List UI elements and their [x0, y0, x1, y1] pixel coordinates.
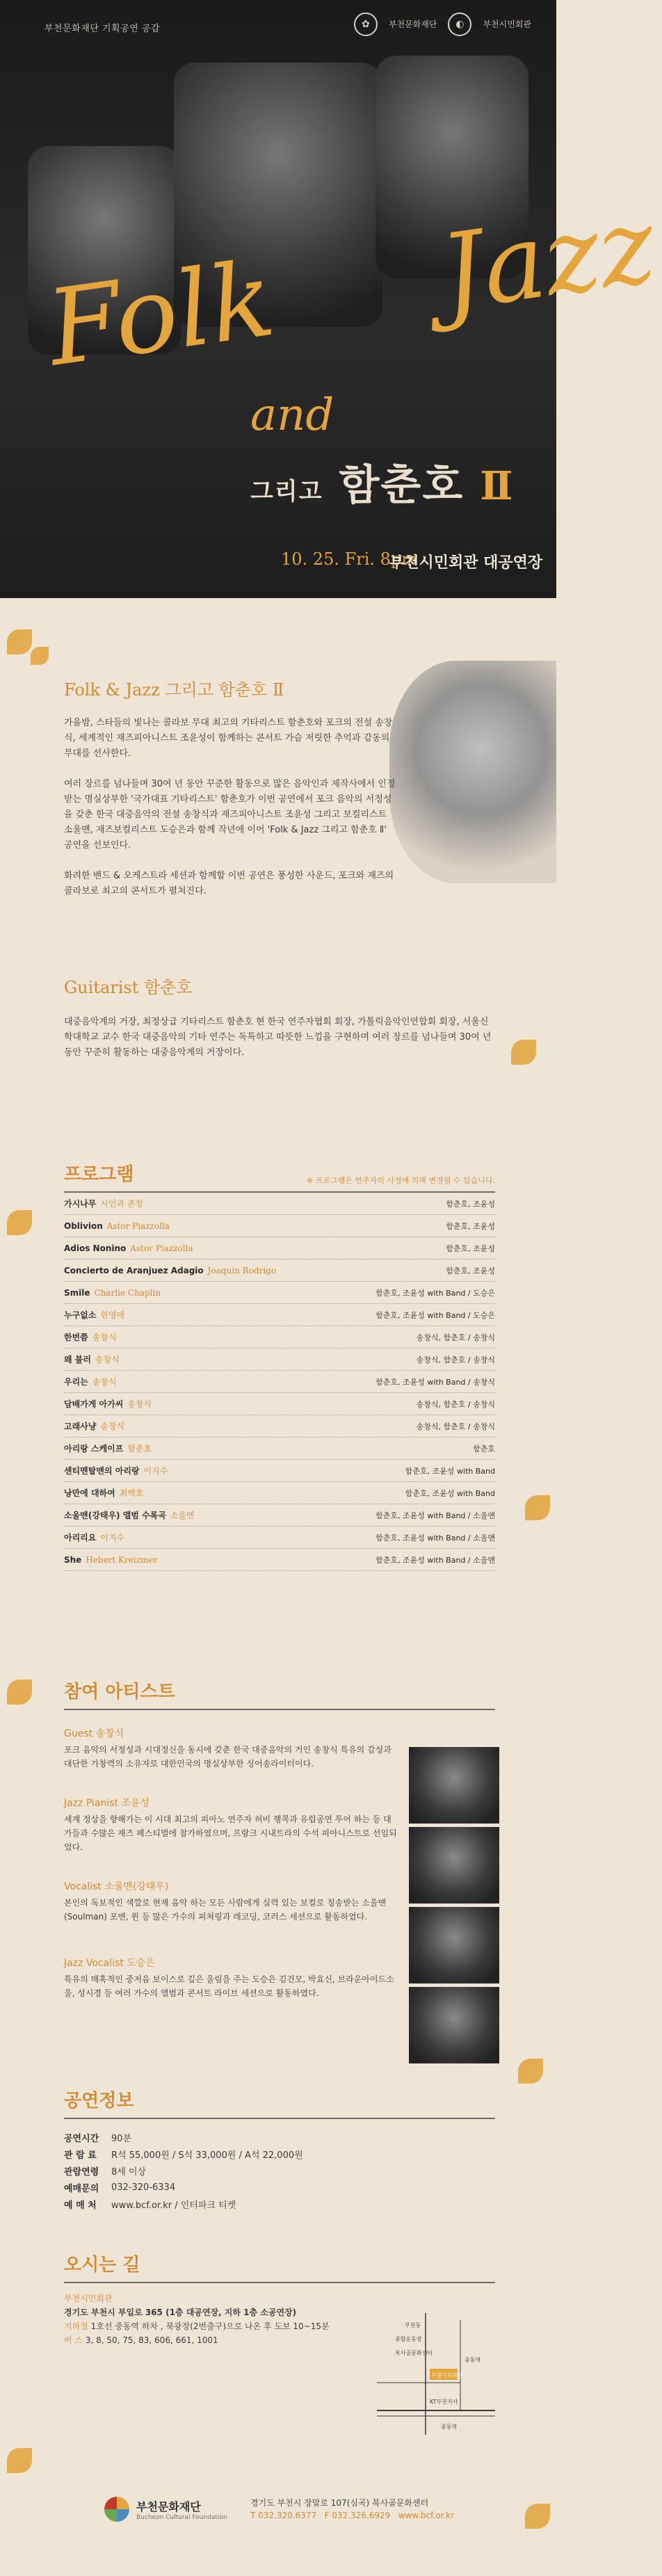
program-row [64, 1438, 495, 1460]
footer-website-link[interactable]: www.bcf.or.kr [398, 2511, 455, 2520]
program-row [64, 1282, 495, 1304]
logo-text-1: 부천문화재단 [388, 19, 437, 29]
artist-item [64, 1956, 398, 2000]
intro-paragraph-2: 여러 장르를 넘나들며 30여 년 동안 꾸준한 활동으로 많은 음악인과 제작사에서 인정받는 명실상부한 '국가대표 기타리스트' 함춘호가 이번 공연에서 포크 음악의 서정성을 갖춘 한국 대중음악의 전설 송창식과 재즈피아니스트 조윤성 그리고 보컬리스트 소울맨, 재즈보컬리스트 도승은과 함께 작년에 이어 'Folk & Jazz 그리고 함춘호 Ⅱ' 공연을 선보인다. [64, 779, 396, 851]
leaf-decoration [518, 2059, 543, 2084]
artist-role: Guest 송창식 [64, 1728, 124, 1739]
program-song [64, 1555, 157, 1565]
song-performer: 함춘호, 조윤성 with Band [405, 1466, 495, 1476]
artist-item [64, 1796, 398, 1854]
foundation-emblem-icon [104, 2497, 129, 2522]
leaf-decoration [7, 2448, 32, 2473]
song-title: 우리는 [64, 1377, 88, 1387]
artist-role: Vocalist 소울맨(강태우) [64, 1881, 169, 1892]
program-row [64, 1237, 495, 1259]
map-label: 복사골문화센터 [395, 2350, 433, 2356]
directions-section [64, 2251, 495, 2430]
song-performer: 송창식, 함춘호 / 송창식 [416, 1422, 495, 1431]
roman-numeral: Ⅱ [480, 463, 515, 509]
program-header [64, 1160, 495, 1193]
info-title: 공연정보 [64, 2086, 495, 2119]
artist-desc: 특유의 매혹적인 중저음 보이스로 깊은 울림을 주는 도승은 김건모, 박효신, 브라운아이드소울, 성시경 등 여러 가수의 앨범과 콘서트 라이브 세션으로 활동하였다. [64, 1974, 394, 1998]
footer-tel: T 032.320.6377 [250, 2511, 317, 2520]
song-composer: 함춘호 [127, 1444, 152, 1454]
info-key: 예 매 처 [64, 2200, 97, 2211]
song-composer: 송창식 [127, 1399, 152, 1409]
title-jazz: Jazz [433, 184, 662, 335]
artist-photo [409, 1827, 499, 1903]
song-performer: 함춘호, 조윤성 with Band / 도승은 [376, 1310, 495, 1320]
song-title: Oblivion [64, 1221, 103, 1231]
subway-label: 지하철 [64, 2321, 88, 2331]
artist-photo [409, 1747, 499, 1824]
venue-label: 부천시민회관 [64, 2294, 113, 2303]
program-row [64, 1549, 495, 1571]
map-label: 중동역 [465, 2357, 481, 2363]
song-composer: Astor Piazzolla [130, 1243, 193, 1253]
song-performer: 함춘호, 조윤성 [446, 1199, 495, 1209]
program-song [64, 1309, 124, 1321]
song-composer: Astor Piazzolla [106, 1221, 170, 1231]
bus-label: 버 스 [64, 2335, 83, 2345]
program-row [64, 1527, 495, 1549]
program-song [64, 1465, 168, 1476]
program-song [64, 1353, 120, 1365]
info-value: R석 55,000원 / S석 33,000원 / A석 22,000원 [111, 2150, 303, 2161]
song-title: Smile [64, 1287, 90, 1298]
song-composer: 송창식 [92, 1377, 117, 1387]
program-row [64, 1193, 495, 1215]
song-performer: 함춘호 [473, 1444, 495, 1454]
song-performer: 함춘호, 조윤성 [446, 1221, 495, 1231]
song-composer: 이지수 [143, 1466, 168, 1476]
leaf-decoration [7, 629, 32, 654]
artist-role: Jazz Vocalist 도승은 [64, 1958, 155, 1969]
song-composer: 송창식 [95, 1355, 120, 1365]
song-title: Concierto de Aranjuez Adagio [64, 1265, 204, 1275]
intro-paragraph-3: 화려한 밴드 & 오케스트라 세션과 함께할 이번 공연은 풍성한 사운드, 포크와 재즈의 콜라보로 최고의 콘서트가 펼쳐진다. [64, 871, 394, 896]
top-label: 부천문화재단 기획공연 공감 [45, 24, 160, 34]
song-title: 누구없소 [64, 1310, 97, 1320]
program-row [64, 1460, 495, 1482]
song-composer: 송창식 [92, 1333, 117, 1342]
info-row [64, 2162, 495, 2179]
song-composer: 한영애 [100, 1310, 125, 1320]
info-key: 공연시간 [64, 2133, 99, 2144]
program-song [64, 1243, 193, 1253]
program-row [64, 1504, 495, 1527]
program-row [64, 1371, 495, 1393]
song-composer: Hebert Kreizmer [86, 1554, 158, 1565]
program-row [64, 1326, 495, 1349]
song-title: 센티멘탈맨의 아리랑 [64, 1466, 140, 1476]
event-venue: 부천시민회관 대공연장 [389, 554, 543, 572]
event-date: 10. 25. Fri. 8pm [281, 549, 418, 569]
program-song [64, 1531, 124, 1543]
map-label: 부천시민회관 [431, 2372, 464, 2378]
artist-item [64, 1879, 398, 1924]
program-song [64, 1266, 276, 1275]
song-title: 왜 불러 [64, 1355, 91, 1365]
song-performer: 송창식, 함춘호 / 송창식 [416, 1399, 495, 1409]
program-row [64, 1482, 495, 1504]
leaf-decoration [511, 1040, 536, 1065]
leaf-decoration [525, 1495, 550, 1520]
leaf-decoration [7, 1680, 32, 1705]
song-performer: 함춘호, 조윤성 [446, 1243, 495, 1253]
song-title: 담배가게 아가씨 [64, 1399, 124, 1409]
song-title: 소울맨(강태우) 앨범 수록곡 [64, 1511, 166, 1520]
footer-fax: F 032.326.6929 [324, 2511, 391, 2520]
song-performer: 함춘호, 조윤성 with Band / 소울맨 [376, 1511, 495, 1520]
program-song [64, 1398, 152, 1410]
guitarist-portrait [389, 661, 556, 883]
info-value: 032-320-6334 [111, 2182, 176, 2193]
song-performer: 함춘호, 조윤성 with Band / 송창식 [376, 1377, 495, 1387]
korean-name: 함춘호 [339, 461, 465, 510]
intro-section [64, 676, 398, 915]
program-section [64, 1160, 495, 1571]
song-performer: 함춘호, 조윤성 with Band / 소울맨 [376, 1533, 495, 1543]
map-label: KT부천지사 [430, 2399, 458, 2405]
booking-link[interactable]: www.bcf.or.kr / 인터파크 티켓 [111, 2200, 236, 2211]
song-composer: 시인과 촌장 [100, 1199, 144, 1209]
info-key: 관 람 료 [64, 2150, 97, 2161]
program-row [64, 1259, 495, 1282]
subway-text: 1호선 중동역 하차 , 북광장(2번출구)으로 나온 후 도보 10~15분 [90, 2321, 330, 2331]
song-composer: Charlie Chaplin [94, 1287, 161, 1298]
directions-title: 오시는 길 [64, 2251, 495, 2283]
program-song [64, 1376, 117, 1387]
guitarist-section [64, 974, 495, 1061]
song-title: 가시나무 [64, 1199, 97, 1209]
program-song [64, 1509, 195, 1521]
artist-photo [409, 1987, 499, 2063]
song-title: Adios Nonino [64, 1243, 127, 1253]
artists-section [64, 1677, 495, 1998]
foundation-logo-icon: ✿ [354, 13, 378, 36]
info-row [64, 2129, 495, 2146]
song-performer: 함춘호, 조윤성 with Band / 소울맨 [376, 1555, 495, 1565]
song-performer: 함춘호, 조윤성 with Band [405, 1488, 495, 1498]
program-song [64, 1331, 117, 1343]
program-song [64, 1487, 144, 1499]
artist-desc: 포크 음악의 서정성과 시대정신을 동시에 갖춘 한국 대중음악의 거인 송창식 특유의 감성과 대단한 가창력의 소유자로 대한민국의 명실상부한 싱어송라이터이다. [64, 1745, 391, 1769]
artist-item [64, 1726, 398, 1771]
song-title: 낭만에 대하여 [64, 1488, 115, 1498]
logo-text-2: 부천시민회관 [483, 19, 531, 29]
song-composer: Joaquin Rodrigo [207, 1265, 277, 1275]
song-composer: 소울맨 [170, 1511, 195, 1520]
program-note: ※ 프로그램은 연주자의 사정에 의해 변경될 수 있습니다. [307, 1176, 495, 1185]
artist-photo [409, 1907, 499, 1983]
song-performer: 함춘호, 조윤성 with Band / 도승은 [376, 1288, 495, 1298]
song-title: She [64, 1554, 82, 1565]
info-key: 관람연령 [64, 2166, 99, 2177]
intro-paragraph-1: 가을밤, 스타들의 빛나는 콜라보 무대 최고의 기타리스트 함춘호와 포크의 전설 송창식, 세계적인 재즈피아니스트 조윤성이 함께하는 콘서트 가슴 저릿한 추억과 감동의 무대를 선사한다. [64, 718, 393, 759]
title-folk: Folk [40, 238, 282, 390]
leaf-decoration [7, 1210, 32, 1235]
program-row [64, 1393, 495, 1415]
korean-prefix: 그리고 [250, 478, 323, 506]
song-performer: 송창식, 함춘호 / 송창식 [416, 1333, 495, 1342]
info-key: 예매문의 [64, 2183, 99, 2194]
song-composer: 최백호 [119, 1488, 144, 1498]
performance-info-section [64, 2086, 495, 2212]
footer-contact [250, 2497, 454, 2522]
song-performer: 송창식, 함춘호 / 송창식 [416, 1355, 495, 1365]
leaf-decoration [31, 647, 49, 665]
song-title: 한번쯤 [64, 1333, 88, 1342]
program-title: 프로그램 [64, 1164, 134, 1185]
guitarist-title: Guitarist 함춘호 [64, 978, 193, 997]
map-label: 부천동 [405, 2322, 421, 2328]
location-map [363, 2306, 502, 2438]
footer [0, 2476, 556, 2576]
guitarist-bio: 대중음악계의 거장, 최정상급 기타리스트 함춘호 현 한국 연주자협회 회장, 가톨릭음악인연합회 회장, 서울신학대학교 교수 한국 대중음악의 기타 연주는 독특하고 따뜻한 느낌을 구현하며 여러 장르를 넘나들며 30여 년 동안 꾸준히 활동하는 대중음악계의 거장이다. [64, 1017, 492, 1058]
program-row [64, 1415, 495, 1438]
song-composer: 송창식 [100, 1422, 125, 1431]
intro-title: Folk & Jazz 그리고 함춘호 Ⅱ [64, 680, 284, 700]
program-song [64, 1442, 152, 1454]
program-song [64, 1288, 161, 1298]
footer-org-name: 부천문화재단 [136, 2499, 201, 2513]
song-composer: 이지수 [100, 1533, 125, 1543]
artists-title: 참여 아티스트 [64, 1677, 495, 1710]
bus-text: 3, 8, 50, 75, 83, 606, 661, 1001 [85, 2335, 218, 2345]
footer-logo [104, 2497, 227, 2522]
artist-desc: 세계 정상을 향해가는 이 시대 최고의 피아노 연주자 허비 행콕과 유럽공연 투어 하는 등 대가들과 수많은 재즈 페스티벌에 참가하였으며, 프랑크 시내트라의 수석 피아니스트로 선임되었다. [64, 1814, 397, 1852]
info-row [64, 2146, 495, 2162]
program-row [64, 1215, 495, 1237]
header-logos [354, 13, 531, 36]
program-row [64, 1304, 495, 1326]
song-title: 아리랑 스케이프 [64, 1444, 124, 1454]
venue-address: 경기도 부천시 부일로 365 (1층 대공연장, 지하 1층 소공연장) [64, 2308, 297, 2317]
song-title: 아리리요 [64, 1533, 97, 1543]
program-song [64, 1221, 170, 1231]
info-row [64, 2196, 495, 2212]
program-song [64, 1198, 143, 1209]
program-list [64, 1193, 495, 1571]
hero-korean-title [250, 452, 514, 512]
info-value: 90분 [111, 2133, 132, 2144]
song-title: 고래사냥 [64, 1422, 97, 1431]
map-label: 중동역 [441, 2424, 458, 2430]
map-label: 종합운동장 [395, 2336, 422, 2342]
song-performer: 함춘호, 조윤성 [446, 1266, 495, 1275]
artist-role: Jazz Pianist 조윤성 [64, 1798, 150, 1809]
title-and: and [250, 389, 334, 441]
info-row [64, 2179, 495, 2196]
program-song [64, 1420, 124, 1432]
hero-banner [0, 0, 662, 598]
footer-address: 경기도 부천시 장말로 107(심곡) 복사골문화센터 [250, 2498, 429, 2508]
hall-logo-icon: ◐ [448, 13, 471, 36]
info-value: 8세 이상 [111, 2166, 147, 2177]
program-row [64, 1349, 495, 1371]
footer-org-en: Bucheon Cultural Foundation [136, 2513, 227, 2521]
artist-desc: 본인의 독보적인 색깔로 현재 음악 하는 모든 사람에게 실력 있는 보컬로 칭송받는 소울맨(Soulman) 포맨, 윈 등 많은 가수의 피쳐링과 레코딩, 코러스 세션으로 활동하였다. [64, 1898, 387, 1922]
